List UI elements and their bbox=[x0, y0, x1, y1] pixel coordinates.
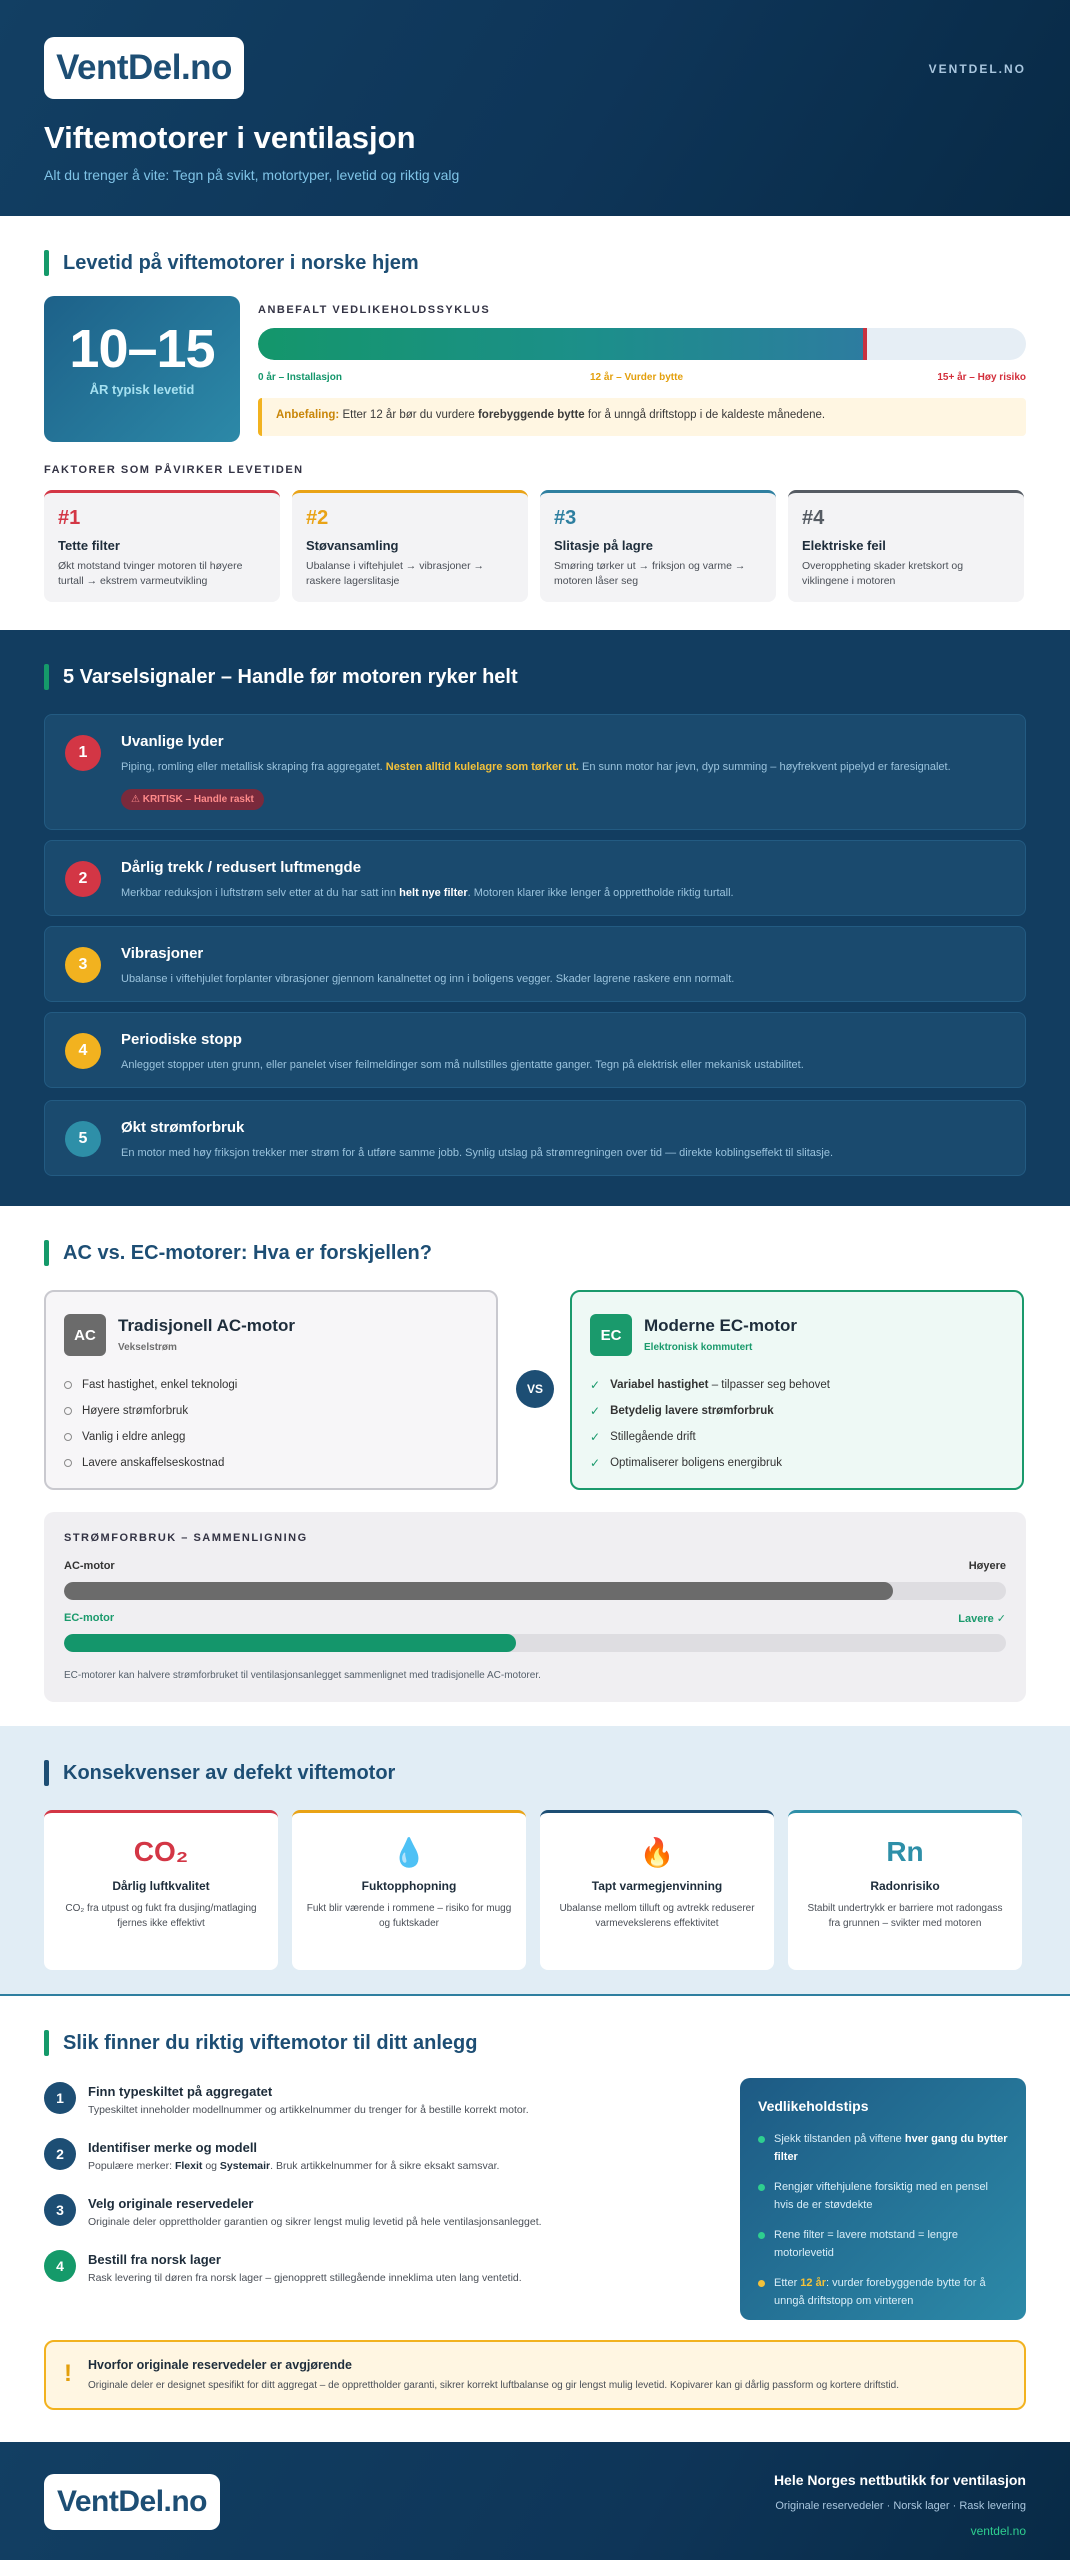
step-item bbox=[44, 2082, 694, 2122]
tip-text: Rengjør viftehjulene forsiktig med en pensel hvis de er støvdekte bbox=[774, 2181, 989, 2211]
step-desc bbox=[88, 2160, 499, 2172]
consequences-title: Konsekvenser av defekt viftemotor bbox=[63, 1761, 396, 1784]
feature-text: Stillegående drift bbox=[610, 1431, 696, 1443]
rec-text-1: Etter 12 år bør du vurdere bbox=[342, 409, 475, 421]
step-desc: Rask levering til døren fra norsk lager – gjenopprett stillegående inneklima uten lang ventetid. bbox=[88, 2272, 522, 2284]
warning-title: Dårlig trekk / redusert luftmengde bbox=[121, 859, 362, 876]
brand-systemair: Systemair bbox=[219, 2160, 271, 2172]
heading-accent bbox=[44, 1240, 49, 1266]
exclamation-icon: ! bbox=[64, 2360, 72, 2387]
consequences-section bbox=[0, 1726, 1070, 1996]
ec-power-row bbox=[64, 1612, 1006, 1625]
factor-title: Støvansamling bbox=[306, 538, 399, 553]
ac-motor-card bbox=[44, 1290, 498, 1490]
tip-text: : vurder forebyggende bytte for å unngå driftstopp om vinteren bbox=[774, 2277, 986, 2307]
ac-motor-features bbox=[64, 1372, 237, 1476]
warning-title: Periodiske stopp bbox=[121, 1031, 242, 1048]
step-desc-1: Populære merker: bbox=[88, 2160, 173, 2172]
feature-text: Fast hastighet, enkel teknologi bbox=[82, 1379, 238, 1391]
factor-number: #1 bbox=[58, 507, 81, 529]
footer-link[interactable]: ventdel.no bbox=[970, 2524, 1026, 2538]
warning-number: 1 bbox=[65, 735, 101, 771]
rec-bold: forebyggende bytte bbox=[477, 409, 585, 421]
factor-number: #2 bbox=[306, 507, 329, 529]
header-brand[interactable]: VENTDEL.NO bbox=[928, 62, 1026, 76]
factor-desc: Smøring tørker ut → friksjon og varme → motoren låser seg bbox=[554, 560, 746, 587]
warning-desc: Ubalanse i viftehjulet forplanter vibrasjoner gjennom kanalnettet og inn i boligens vegger. Skader lagrene raskere enn normalt. bbox=[121, 973, 735, 985]
factor-card bbox=[292, 490, 528, 602]
find-heading bbox=[44, 2030, 477, 2056]
step-title: Finn typeskiltet på aggregatet bbox=[88, 2084, 273, 2099]
lifetime-heading bbox=[44, 250, 419, 276]
ac-motor-icon: AC bbox=[64, 1314, 106, 1356]
step-title: Velg originale reservedeler bbox=[88, 2196, 254, 2211]
consequence-card bbox=[44, 1810, 278, 1970]
factor-desc: Overoppheting skader kretskort og viklingene i motoren bbox=[802, 560, 964, 587]
consequence-desc: CO₂ fra utpust og fukt fra dusjing/matlaging fjernes ikke effektivt bbox=[65, 1903, 257, 1929]
consequence-card bbox=[788, 1810, 1022, 1970]
factor-number: #3 bbox=[554, 507, 577, 529]
feature-text: Lavere anskaffelseskostnad bbox=[82, 1457, 225, 1469]
warning-desc-1: Piping, romling eller metallisk skraping fra aggregatet. bbox=[121, 761, 383, 773]
critical-badge: ⚠ KRITISK – Handle raskt bbox=[121, 789, 264, 810]
factor-title: Tette filter bbox=[58, 538, 120, 553]
step-title: Bestill fra norsk lager bbox=[88, 2252, 221, 2267]
ec-motor-icon: EC bbox=[590, 1314, 632, 1356]
tip-text: Sjekk tilstanden på viftene bbox=[774, 2133, 902, 2145]
rec-text-2: for å unngå driftstopp i de kaldeste månedene. bbox=[587, 409, 826, 421]
motors-section bbox=[0, 1206, 1070, 1726]
factor-title: Slitasje på lagre bbox=[554, 538, 653, 553]
motors-heading bbox=[44, 1240, 432, 1266]
consequence-title: Fuktopphopning bbox=[361, 1879, 457, 1893]
lifetime-title: Levetid på viftemotorer i norske hjem bbox=[63, 251, 419, 274]
list-item bbox=[64, 1398, 237, 1424]
footer-logo-text: VentDel.no bbox=[56, 2485, 208, 2518]
check-icon: ✓ bbox=[590, 1456, 601, 1470]
step-number: 2 bbox=[44, 2138, 76, 2170]
power-heading: STRØMFORBRUK – SAMMENLIGNING bbox=[64, 1532, 308, 1544]
step-number: 3 bbox=[44, 2194, 76, 2226]
yellow-dot-icon bbox=[758, 2280, 765, 2287]
consequence-desc: Ubalanse mellom tilluft og avtrekk reduserer varmevekslerens effektivitet bbox=[559, 1903, 755, 1929]
factor-desc: Økt motstand tvinger motoren til høyere turtall → ekstrem varmeutvikling bbox=[58, 560, 243, 587]
step-desc: Typeskiltet inneholder modellnummer og artikkelnummer du trenger for å bestille korrekt motor. bbox=[88, 2104, 529, 2116]
feature-bold: Variabel hastighet bbox=[610, 1379, 709, 1391]
list-item bbox=[590, 1398, 830, 1424]
list-item bbox=[590, 1424, 830, 1450]
feature-text: Vanlig i eldre anlegg bbox=[82, 1431, 186, 1443]
consequence-title: Radonrisiko bbox=[870, 1879, 940, 1893]
consequence-desc: Stabilt undertrykk er barriere mot radongass fra grunnen – svikter med motoren bbox=[807, 1903, 1003, 1929]
fire-icon: 🔥 bbox=[639, 1836, 675, 1868]
brand-flexit: Flexit bbox=[174, 2160, 203, 2172]
header-logo[interactable] bbox=[44, 37, 244, 99]
maintenance-tips-box bbox=[740, 2078, 1026, 2320]
warning-number: 5 bbox=[65, 1121, 101, 1157]
tip-bold: hver gang du bytter filter bbox=[774, 2133, 1008, 2163]
tip-highlight: 12 år bbox=[800, 2277, 826, 2289]
feature-text: Optimaliserer boligens energibruk bbox=[610, 1457, 783, 1469]
step-item bbox=[44, 2138, 694, 2178]
cycle-tick-start: 0 år – Installasjon bbox=[258, 372, 342, 383]
factor-number: #4 bbox=[802, 507, 825, 529]
ac-power-label: AC-motor bbox=[64, 1560, 115, 1572]
step-item bbox=[44, 2194, 694, 2234]
ec-motor-features bbox=[590, 1372, 830, 1476]
cycle-tick-end: 15+ år – Høy risiko bbox=[937, 372, 1026, 383]
check-icon: ✓ bbox=[590, 1404, 601, 1418]
recommendation-box bbox=[258, 398, 1026, 436]
radon-icon: Rn bbox=[886, 1836, 924, 1867]
warning-desc-highlight: Nesten alltid kulelagre som tørker ut. bbox=[385, 761, 579, 773]
tip-item bbox=[758, 2130, 1008, 2166]
find-title: Slik finner du riktig viftemotor til ditt anlegg bbox=[63, 2031, 478, 2054]
ac-power-fill bbox=[64, 1582, 893, 1600]
circle-bullet-icon bbox=[64, 1433, 72, 1441]
list-item bbox=[590, 1372, 830, 1398]
lifetime-section bbox=[0, 216, 1070, 630]
consequence-title: Dårlig luftkvalitet bbox=[112, 1879, 210, 1893]
step-number: 1 bbox=[44, 2082, 76, 2114]
ec-power-fill bbox=[64, 1634, 516, 1652]
tip-text: Rene filter = lavere motstand = lengre motorlevetid bbox=[774, 2229, 959, 2259]
consequence-card bbox=[292, 1810, 526, 1970]
ac-power-bar bbox=[64, 1582, 1006, 1600]
page-title: Viftemotorer i ventilasjon bbox=[44, 120, 416, 155]
consequences-heading bbox=[44, 1760, 395, 1786]
page-subtitle: Alt du trenger å vite: Tegn på svikt, motortyper, levetid og riktig valg bbox=[44, 167, 460, 183]
warning-card bbox=[44, 714, 1026, 830]
warning-card bbox=[44, 1100, 1026, 1176]
ec-power-bar bbox=[64, 1634, 1006, 1652]
logo-text: VentDel.no bbox=[56, 48, 232, 87]
ac-motor-title: Tradisjonell AC-motor bbox=[118, 1316, 295, 1335]
lifetime-number: 10–15 bbox=[69, 319, 215, 379]
tip-item bbox=[758, 2178, 1008, 2214]
step-title: Identifiser merke og modell bbox=[88, 2140, 258, 2155]
page-footer bbox=[0, 2442, 1070, 2560]
tip-text: Etter bbox=[774, 2277, 798, 2289]
factors-heading: FAKTORER SOM PÅVIRKER LEVETIDEN bbox=[44, 464, 304, 476]
green-dot-icon bbox=[758, 2136, 765, 2143]
factor-card bbox=[44, 490, 280, 602]
cycle-progress-bar bbox=[258, 328, 1026, 360]
warning-title: Uvanlige lyder bbox=[121, 733, 224, 750]
find-motor-section bbox=[0, 1996, 1070, 2442]
list-item bbox=[64, 1450, 237, 1476]
consequence-desc: Fukt blir værende i rommene – risiko for mugg og fuktskader bbox=[306, 1903, 512, 1929]
water-drop-icon: 💧 bbox=[391, 1836, 427, 1868]
heading-accent bbox=[44, 1760, 49, 1786]
tips-title: Vedlikeholdstips bbox=[758, 2098, 869, 2114]
warning-card bbox=[44, 926, 1026, 1002]
factor-card bbox=[540, 490, 776, 602]
check-icon: ✓ bbox=[590, 1430, 601, 1444]
green-dot-icon bbox=[758, 2232, 765, 2239]
cycle-heading: ANBEFALT VEDLIKEHOLDSSYKLUS bbox=[258, 304, 491, 316]
ac-power-row bbox=[64, 1560, 1006, 1572]
cycle-tick-mid: 12 år – Vurder bytte bbox=[590, 372, 684, 383]
feature-bold: Betydelig lavere strømforbruk bbox=[610, 1405, 774, 1417]
warning-desc: Anlegget stopper uten grunn, eller panelet viser feilmeldinger som må nullstilles gjentatte ganger. Tegn på elektrisk eller mekanisk ustabilitet. bbox=[121, 1059, 804, 1071]
lifetime-label: ÅR typisk levetid bbox=[89, 382, 195, 397]
circle-bullet-icon bbox=[64, 1459, 72, 1467]
vs-badge: VS bbox=[516, 1370, 554, 1408]
cycle-marker bbox=[863, 328, 867, 360]
warnings-title: 5 Varselsignaler – Handle før motoren ryker helt bbox=[63, 665, 518, 688]
consequence-title: Tapt varmegjenvinning bbox=[591, 1879, 723, 1893]
warning-card bbox=[44, 1012, 1026, 1088]
heading-accent bbox=[44, 664, 49, 690]
factor-desc: Ubalanse i viftehjulet → vibrasjoner → raskere lagerslitasje bbox=[306, 560, 484, 587]
warning-desc bbox=[121, 885, 1005, 901]
warning-title: Økt strømforbruk bbox=[121, 1119, 245, 1136]
warning-number: 2 bbox=[65, 861, 101, 897]
warnings-heading bbox=[44, 664, 518, 690]
warning-desc-2: En sunn motor har jevn, dyp summing – høyfrekvent pipelyd er faresignalet. bbox=[581, 761, 951, 773]
ec-motor-subtitle: Elektronisk kommutert bbox=[644, 1342, 753, 1353]
circle-bullet-icon bbox=[64, 1381, 72, 1389]
original-parts-box bbox=[44, 2340, 1026, 2410]
step-desc-mid: og bbox=[205, 2160, 217, 2172]
ec-motor-title: Moderne EC-motor bbox=[644, 1316, 797, 1335]
step-item bbox=[44, 2250, 694, 2290]
feature-text: – tilpasser seg behovet bbox=[708, 1379, 830, 1391]
warning-desc-2: . Motoren klarer ikke lenger å opprettholde riktig turtall. bbox=[467, 887, 734, 899]
list-item bbox=[64, 1424, 237, 1450]
warning-desc bbox=[121, 759, 1005, 775]
warning-title: Vibrasjoner bbox=[121, 945, 204, 962]
green-dot-icon bbox=[758, 2184, 765, 2191]
footer-features: Originale reservedeler · Norsk lager · Rask levering bbox=[775, 2500, 1026, 2512]
step-number: 4 bbox=[44, 2250, 76, 2282]
consequence-card bbox=[540, 1810, 774, 1970]
check-icon: ✓ bbox=[590, 1378, 601, 1392]
warning-number: 4 bbox=[65, 1033, 101, 1069]
step-desc: Originale deler opprettholder garantien og sikrer lengst mulig levetid på hele ventilasjonsanlegget. bbox=[88, 2216, 542, 2228]
ec-power-label: EC-motor bbox=[64, 1612, 115, 1624]
footer-logo[interactable] bbox=[44, 2474, 220, 2530]
page-header bbox=[0, 0, 1070, 216]
tip-item bbox=[758, 2274, 1008, 2310]
original-parts-desc: Originale deler er designet spesifikt for ditt aggregat – de opprettholder garanti, sikrer korrekt luftbalanse og gir lengst mulig levetid. Kopivarer kan gi dårlig passform og kortere driftstid. bbox=[88, 2380, 899, 2391]
step-desc-2: . Bruk artikkelnummer for å sikre eksakt samsvar. bbox=[270, 2160, 500, 2172]
power-comparison bbox=[44, 1512, 1026, 1702]
warning-number: 3 bbox=[65, 947, 101, 983]
warning-card bbox=[44, 840, 1026, 916]
warning-desc-bold: helt nye filter bbox=[399, 887, 468, 899]
factor-title: Elektriske feil bbox=[802, 538, 886, 553]
ec-motor-card bbox=[570, 1290, 1024, 1490]
ac-power-value: Høyere bbox=[968, 1560, 1006, 1572]
circle-bullet-icon bbox=[64, 1407, 72, 1415]
warnings-section bbox=[0, 630, 1070, 1206]
rec-label: Anbefaling: bbox=[276, 409, 340, 421]
feature-text: Høyere strømforbruk bbox=[82, 1405, 189, 1417]
tip-item bbox=[758, 2226, 1008, 2262]
footer-tagline: Hele Norges nettbutikk for ventilasjon bbox=[773, 2472, 1026, 2488]
factor-card bbox=[788, 490, 1024, 602]
co2-icon: CO₂ bbox=[133, 1836, 189, 1867]
list-item bbox=[64, 1372, 237, 1398]
warning-desc: En motor med høy friksjon trekker mer strøm for å utføre samme jobb. Synlig utslag på strømregningen over tid — direkte koblingseffekt til slitasje. bbox=[121, 1147, 834, 1159]
power-note: EC-motorer kan halvere strømforbruket til ventilasjonsanlegget sammenlignet med tradisjonelle AC-motorer. bbox=[64, 1670, 541, 1681]
motors-title: AC vs. EC-motorer: Hva er forskjellen? bbox=[63, 1241, 432, 1264]
original-parts-title: Hvorfor originale reservedeler er avgjørende bbox=[88, 2358, 352, 2372]
list-item bbox=[590, 1450, 830, 1476]
ac-motor-subtitle: Vekselstrøm bbox=[118, 1342, 177, 1353]
heading-accent bbox=[44, 250, 49, 276]
heading-accent bbox=[44, 2030, 49, 2056]
cycle-progress-fill bbox=[258, 328, 865, 360]
ec-power-value: Lavere ✓ bbox=[958, 1613, 1006, 1625]
warning-desc-1: Merkbar reduksjon i luftstrøm selv etter at du har satt inn bbox=[121, 887, 397, 899]
lifetime-stat-box bbox=[44, 296, 240, 442]
